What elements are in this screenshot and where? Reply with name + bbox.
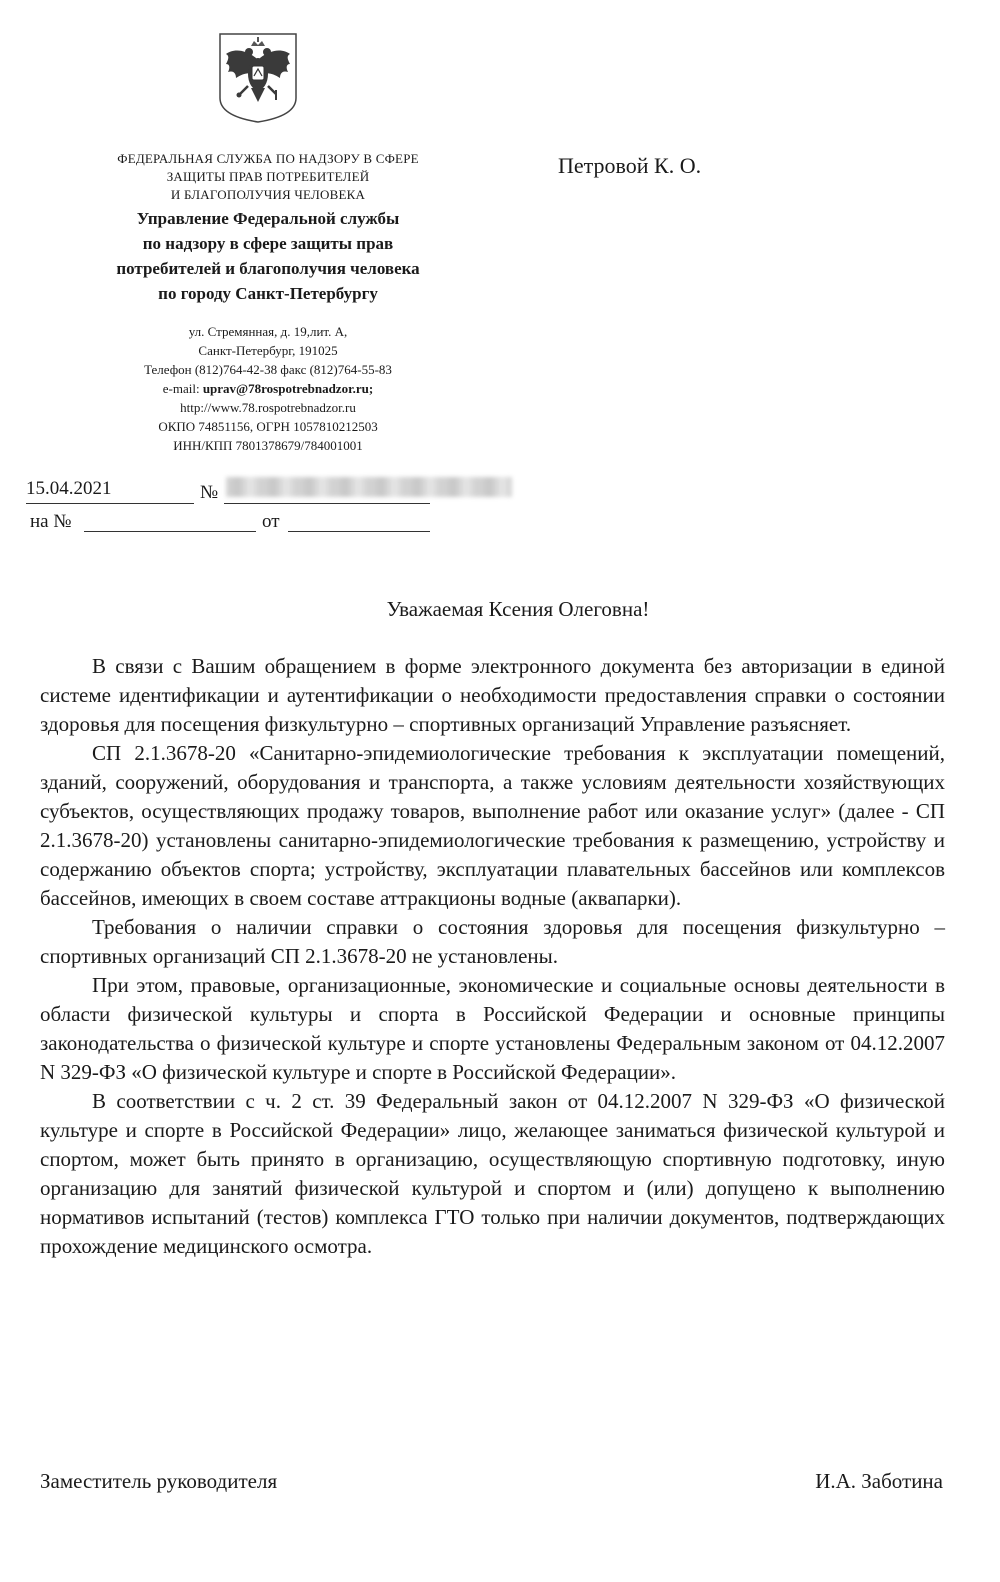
number-label: № bbox=[200, 482, 219, 503]
recipient-name: Петровой К. О. bbox=[558, 153, 702, 178]
website-link[interactable]: http://www.78.rospotrebnadzor.ru bbox=[180, 400, 356, 415]
greeting: Уважаемая Ксения Олеговна! bbox=[386, 597, 650, 621]
department-line: по городу Санкт-Петербургу bbox=[158, 284, 378, 303]
department-line: потребителей и благополучия человека bbox=[116, 259, 420, 278]
address-line: ул. Стремянная, д. 19,лит. А, bbox=[188, 324, 348, 339]
signatory-name: И.А. Заботина bbox=[815, 1469, 943, 1493]
okpo-line: ОКПО 74851156, ОГРН 1057810212503 bbox=[158, 419, 378, 434]
reference-date-underline bbox=[288, 531, 430, 532]
body-paragraph: При этом, правовые, организационные, экономические и социальные основы деятельности в области физической культуры и спорта в Российской Федерации и основные принципы законодательства о физической культуре и спорте установлены Федеральным законом от 04.12.2007 N 329-ФЗ «О физической культуре и спорте в Российской Федерации». bbox=[40, 973, 945, 1084]
phone-line: Телефон (812)764-42-38 факс (812)764-55-83 bbox=[144, 362, 392, 377]
letter-date: 15.04.2021 bbox=[26, 478, 112, 499]
email-label: e-mail: bbox=[162, 381, 203, 396]
email-value[interactable]: uprav@78rospotrebnadzor.ru; bbox=[202, 381, 374, 396]
letterhead bbox=[40, 150, 496, 455]
agency-line: И БЛАГОПОЛУЧИЯ ЧЕЛОВЕКА bbox=[170, 187, 366, 202]
department-name bbox=[40, 206, 496, 306]
signatory-position: Заместитель руководителя bbox=[40, 1469, 278, 1493]
department-line: Управление Федеральной службы bbox=[136, 209, 400, 228]
reference-date-label: от bbox=[262, 511, 280, 532]
agency-line: ФЕДЕРАЛЬНАЯ СЛУЖБА ПО НАДЗОРУ В СФЕРЕ bbox=[117, 151, 419, 166]
agency-name bbox=[40, 150, 496, 204]
body-paragraph: В связи с Вашим обращением в форме электронного документа без авторизации в единой системе идентификации и аутентификации о необходимости предоставления справки о состоянии здоровья для посещения физкультурно – спортивных организаций Управление разъясняет. bbox=[40, 654, 945, 736]
coat-of-arms-emblem bbox=[218, 32, 298, 124]
number-underline bbox=[224, 503, 430, 504]
contact-details bbox=[40, 322, 496, 455]
department-line: по надзору в сфере защиты прав bbox=[142, 234, 394, 253]
reference-number-label: на № bbox=[30, 511, 72, 532]
body-paragraph: СП 2.1.3678-20 «Санитарно-эпидемиологические требования к эксплуатации помещений, зданий, сооружений, оборудования и транспорта, а также условиям деятельности хозяйствующих субъектов, осуществляющих продажу товаров, выполнение работ или оказание услуг» (далее - СП 2.1.3678-20) установлены санитарно-эпидемиологические требования к размещению, устройству и содержанию объектов спорта; устройству, эксплуатации плавательных бассейнов или комплексов бассейнов, имеющих в своем составе аттракционы водные (аквапарки). bbox=[40, 741, 945, 910]
inn-line: ИНН/КПП 7801378679/784001001 bbox=[173, 438, 363, 453]
date-underline bbox=[26, 503, 194, 504]
double-headed-eagle-icon bbox=[218, 32, 298, 124]
redacted-number bbox=[226, 477, 512, 497]
address-line: Санкт-Петербург, 191025 bbox=[198, 343, 338, 358]
reference-number-underline bbox=[84, 531, 256, 532]
body-paragraph: В соответствии с ч. 2 ст. 39 Федеральный закон от 04.12.2007 N 329-ФЗ «О физической культуре и спорте в Российской Федерации» лицо, желающее заниматься физической культурой и спортом, может быть принято в организацию, осуществляющую спортивную подготовку, иную организацию для занятий физической культурой и спортом и (или) допущено к выполнению нормативов испытаний (тестов) комплекса ГТО только при наличии документов, подтверждающих прохождение медицинского осмотра. bbox=[40, 1089, 945, 1258]
letter-body bbox=[40, 652, 945, 1261]
email-line bbox=[40, 379, 496, 398]
agency-line: ЗАЩИТЫ ПРАВ ПОТРЕБИТЕЛЕЙ bbox=[166, 169, 370, 184]
body-paragraph: Требования о наличии справки о состояния здоровья для посещения физкультурно – спортивных организаций СП 2.1.3678-20 не установлены. bbox=[40, 915, 945, 968]
